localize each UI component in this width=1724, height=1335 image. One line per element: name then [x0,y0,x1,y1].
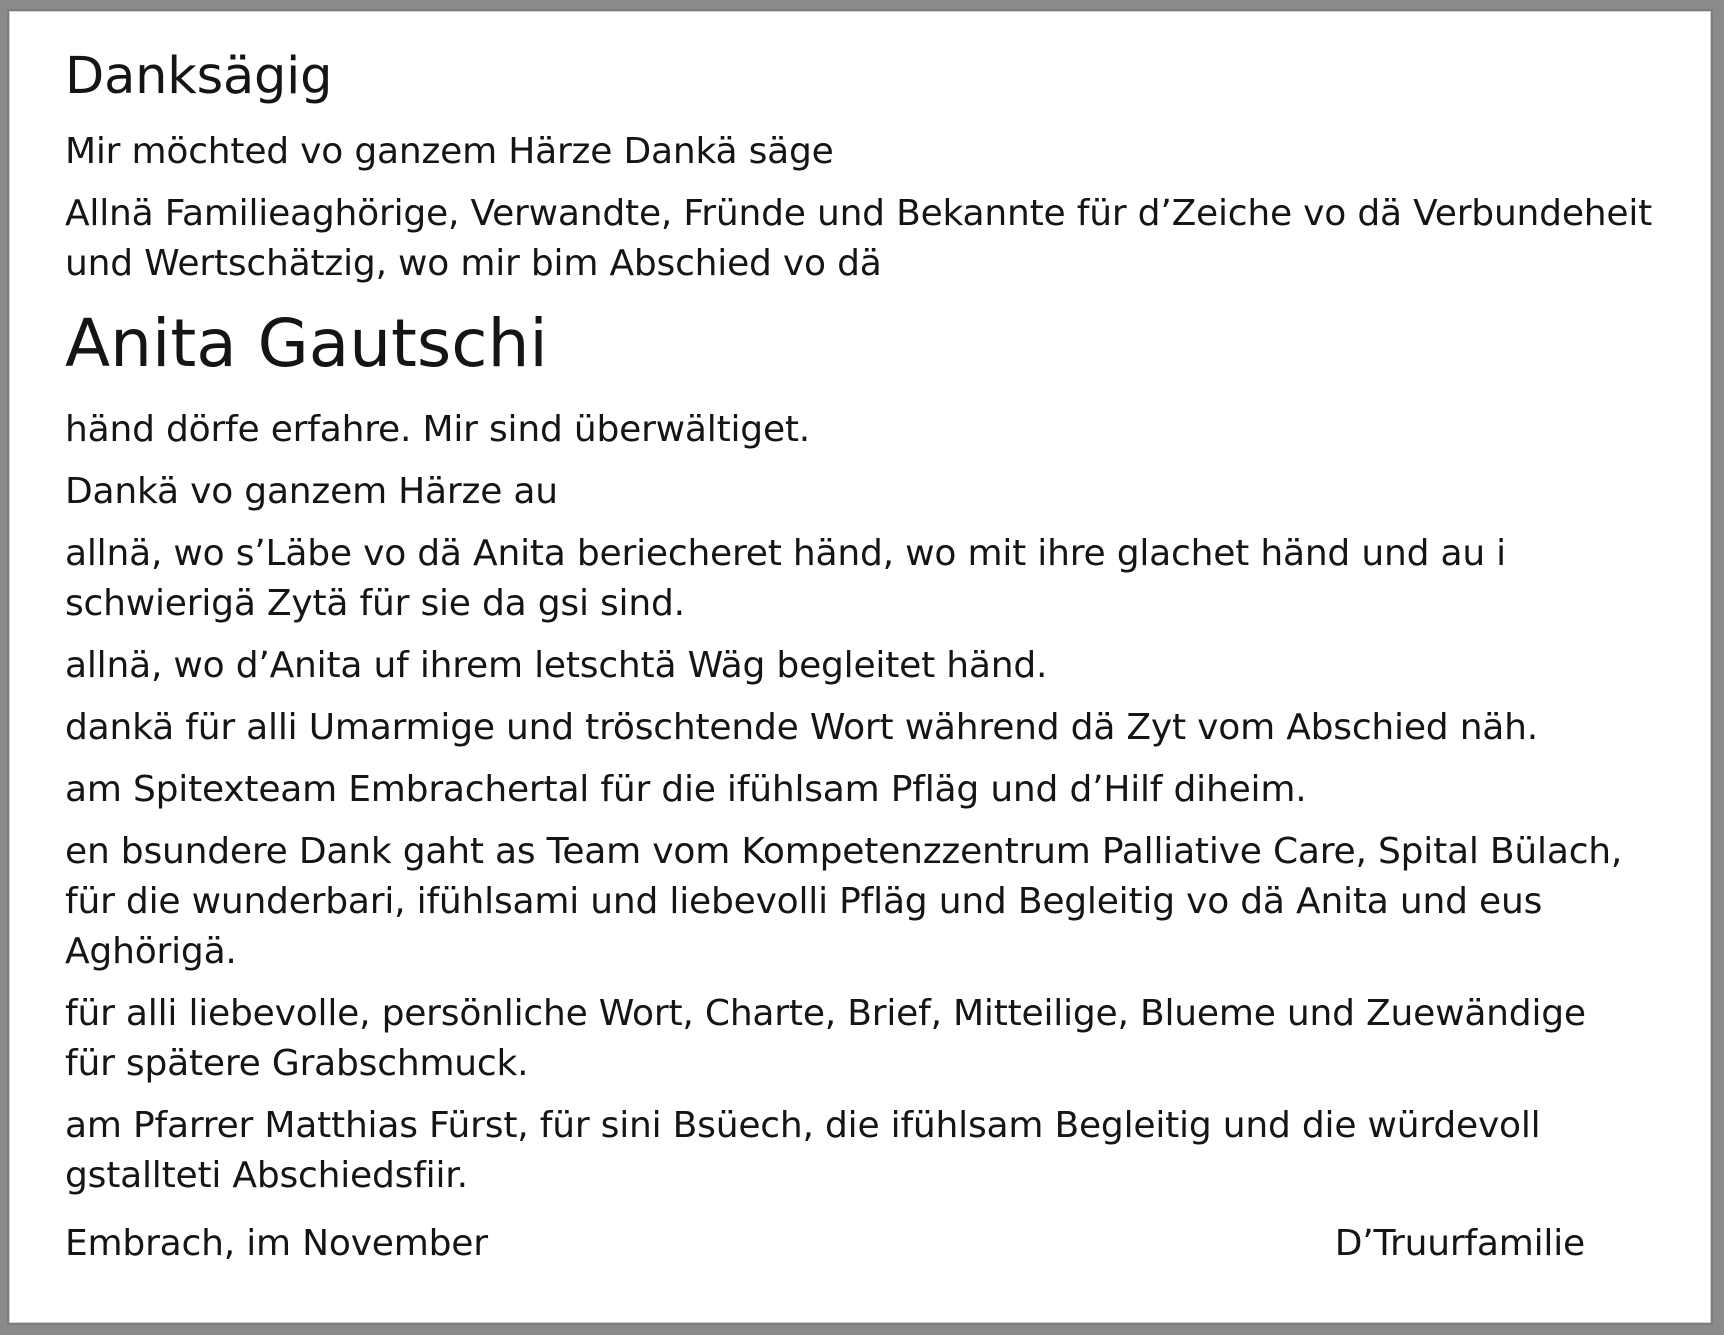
notice-content [65,47,1665,1269]
intro-paragraph-2 [65,189,1665,289]
paragraph-line: gstallteti Abschiedsfiir. [65,1155,468,1196]
deceased-name: Anita Gautschi [65,305,548,382]
intro-paragraph-1 [65,127,1665,177]
intro-line: Allnä Familieaghörige, Verwandte, Fründe und Bekannte für d’Zeiche vo dä Verbundeheit [65,193,1653,234]
notice-footer [65,1219,1585,1269]
intro-line: und Wertschätzig, wo mir bim Abschied vo dä [65,243,882,284]
thanks-paragraph-5 [65,703,1665,753]
notice-card [7,9,1713,1325]
paragraph-line: am Pfarrer Matthias Fürst, für sini Bsüech, die ifühlsam Begleitig und die würdevoll [65,1105,1541,1146]
paragraph-line: am Spitexteam Embrachertal für die ifühlsam Pfläg und d’Hilf diheim. [65,769,1307,810]
paragraph-line: Aghörigä. [65,931,237,972]
notice-heading: Danksägig [65,47,333,106]
thanks-paragraph-2 [65,467,1665,517]
thanks-paragraph-3 [65,529,1665,629]
paragraph-line: für alli liebevolle, persönliche Wort, Charte, Brief, Mitteilige, Blueme und Zuewändige [65,993,1586,1034]
thanks-paragraph-9 [65,1101,1665,1201]
thanks-paragraph-7 [65,827,1665,977]
paragraph-line: allnä, wo s’Läbe vo dä Anita beriecheret händ, wo mit ihre glachet händ und au i [65,533,1506,574]
signature: D’Truurfamilie [1334,1223,1585,1264]
thanks-paragraph-6 [65,765,1665,815]
thanks-paragraph-1 [65,405,1665,455]
paragraph-line: allnä, wo d’Anita uf ihrem letschtä Wäg begleitet händ. [65,645,1048,686]
paragraph-line: für spätere Grabschmuck. [65,1043,529,1084]
paragraph-line: schwierigä Zytä für sie da gsi sind. [65,583,685,624]
paragraph-line: Dankä vo ganzem Härze au [65,471,558,512]
paragraph-line: dankä für alli Umarmige und tröschtende Wort während dä Zyt vom Abschied näh. [65,707,1539,748]
paragraph-line: für die wunderbari, ifühlsami und liebevolli Pfläg und Begleitig vo dä Anita und eus [65,881,1543,922]
paragraph-line: händ dörfe erfahre. Mir sind überwältiget. [65,409,811,450]
paragraph-line: en bsundere Dank gaht as Team vom Kompetenzzentrum Palliative Care, Spital Bülach, [65,831,1623,872]
thanks-paragraph-4 [65,641,1665,691]
intro-line: Mir möchted vo ganzem Härze Dankä säge [65,131,834,172]
thanks-paragraph-8 [65,989,1665,1089]
place-date: Embrach, im November [65,1223,488,1264]
